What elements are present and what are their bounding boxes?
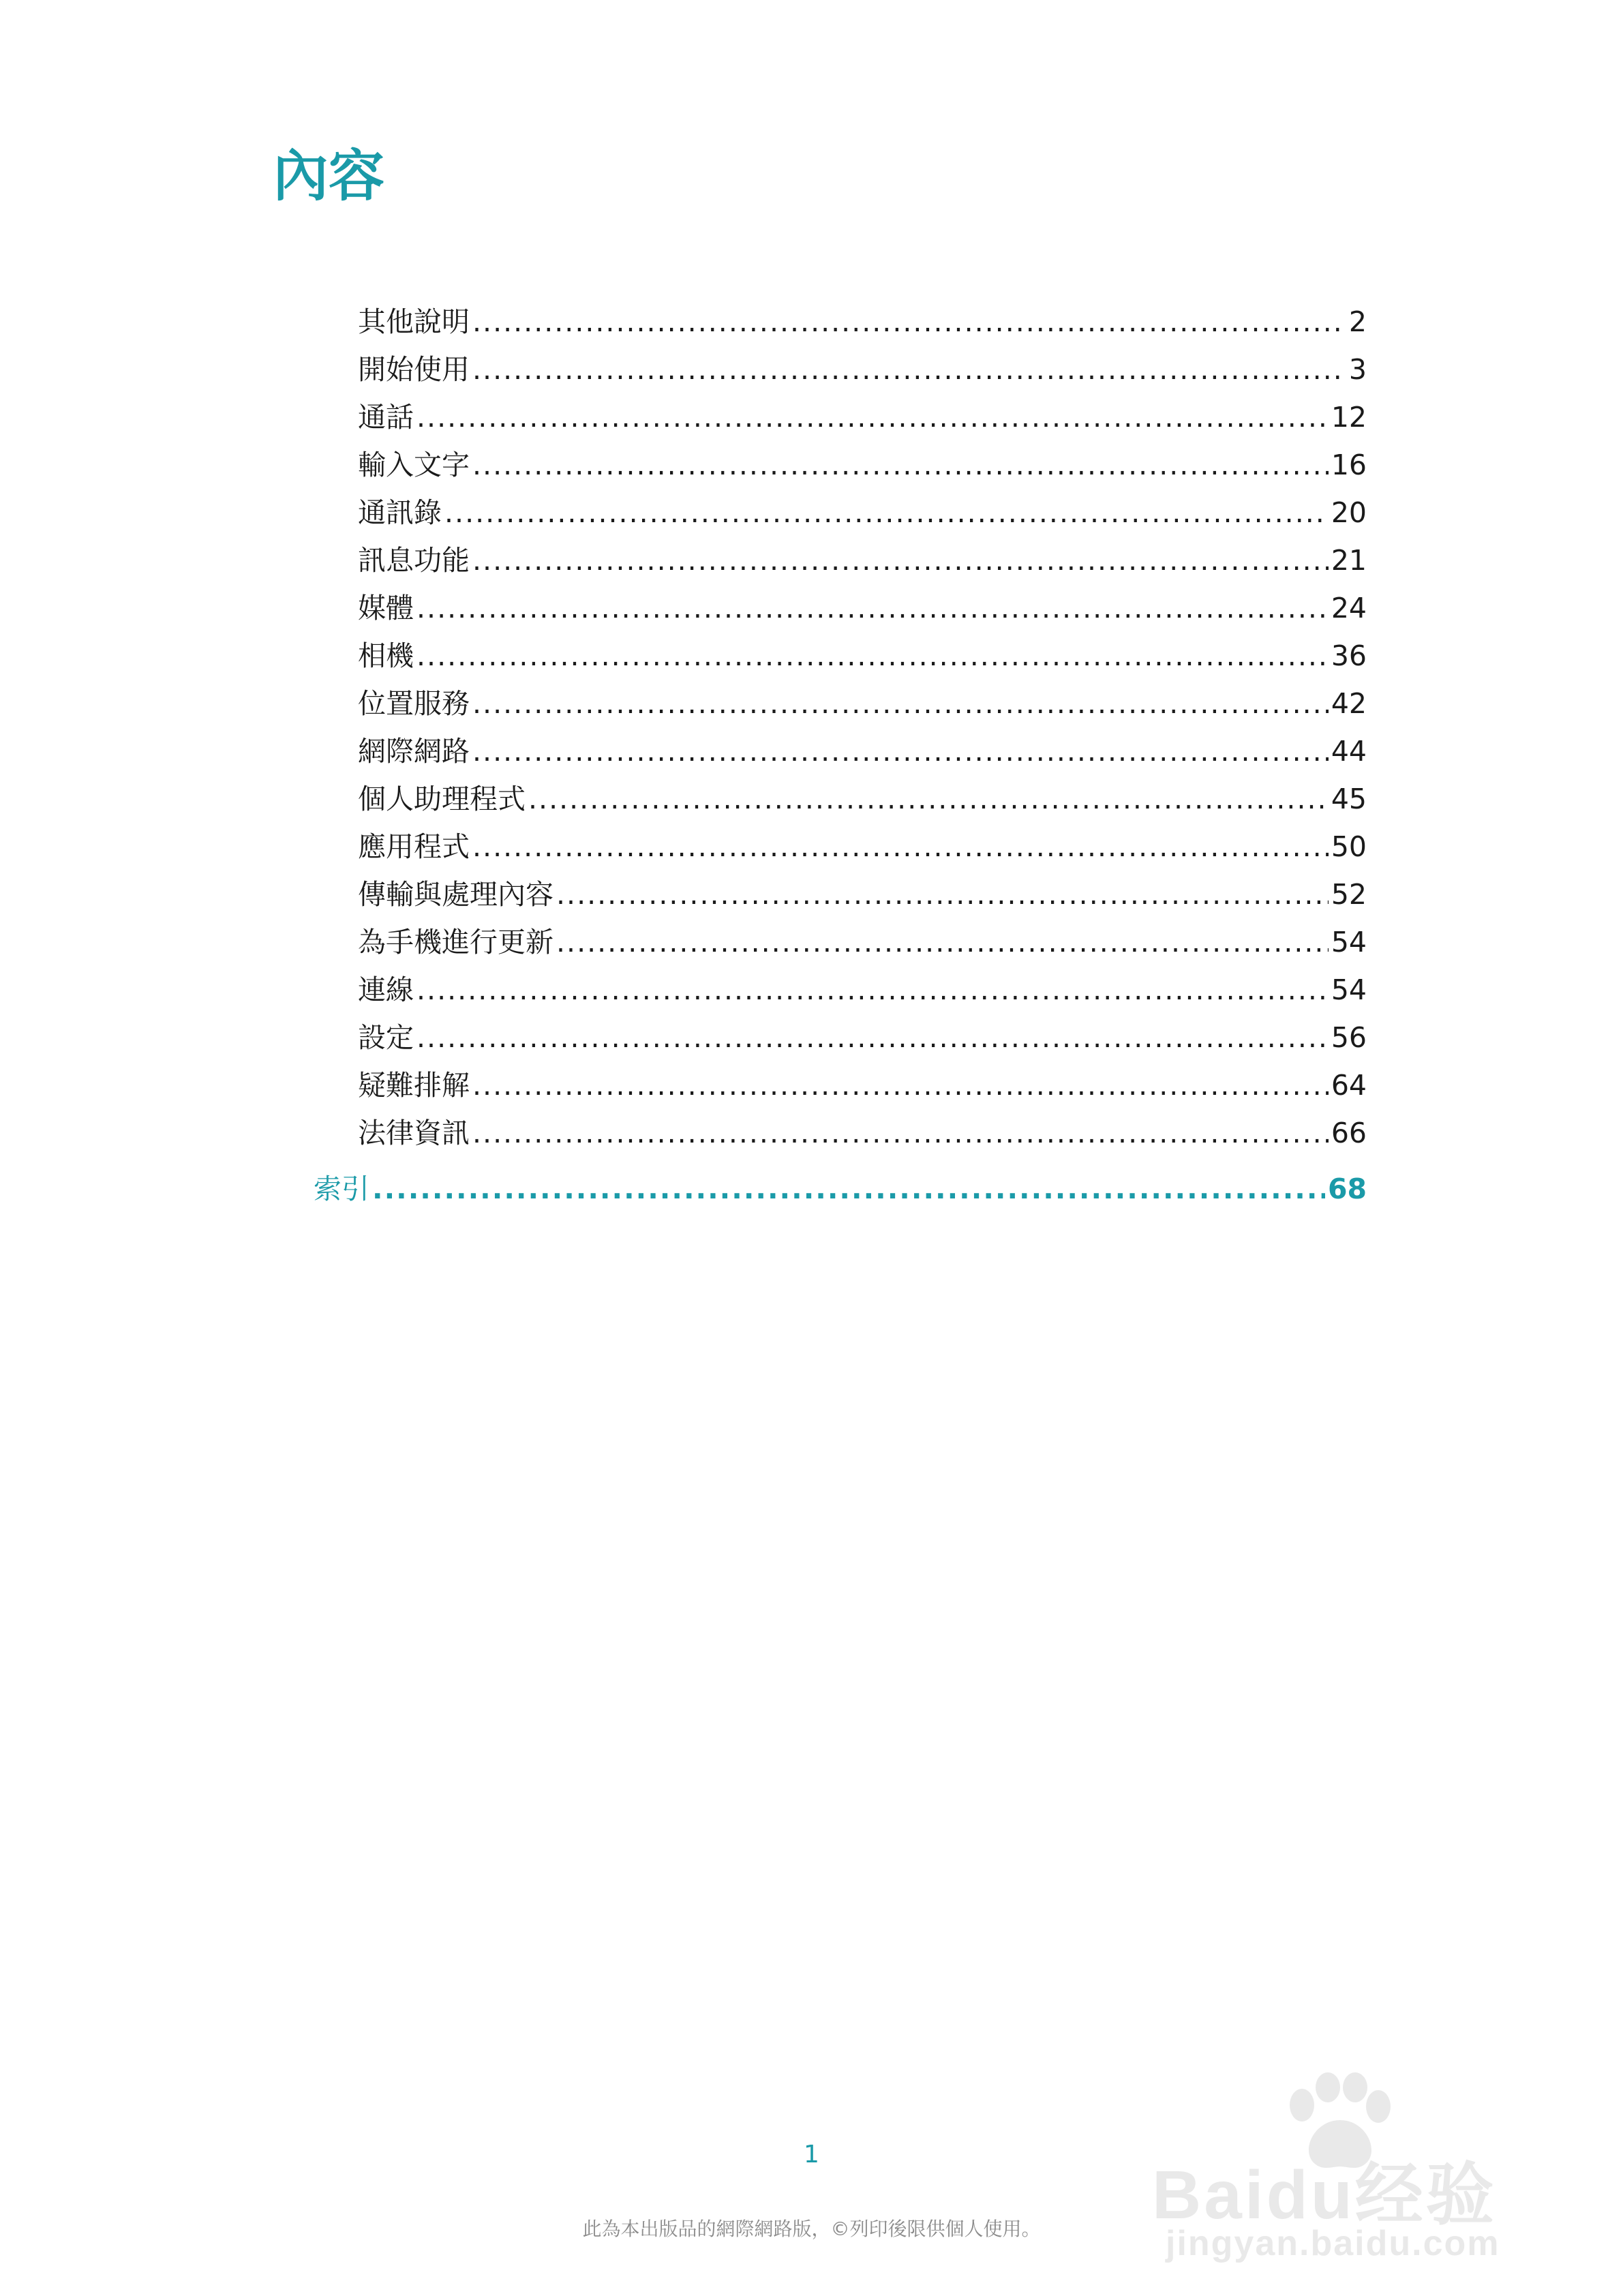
toc-entry-label: 法律資訊 (358, 1116, 470, 1149)
toc-entry[interactable] (314, 767, 1367, 815)
toc-dot-leader (472, 545, 1329, 576)
toc-entry[interactable] (314, 671, 1367, 719)
table-of-contents (314, 290, 1367, 1205)
toc-entry-label: 網際網路 (358, 734, 470, 768)
toc-entry[interactable] (314, 528, 1367, 576)
toc-entry-label: 個人助理程式 (358, 782, 526, 815)
toc-entry-label: 訊息功能 (358, 543, 470, 577)
page-number: 1 (804, 2141, 819, 2169)
toc-entry[interactable] (314, 576, 1367, 624)
toc-entry-label: 其他說明 (358, 305, 470, 338)
toc-entry-page: 36 (1331, 639, 1367, 672)
toc-entry-page: 54 (1331, 925, 1367, 958)
toc-entry-index[interactable] (314, 1154, 1367, 1205)
toc-entry-label: 通話 (358, 400, 414, 434)
toc-entry-page: 56 (1331, 1021, 1367, 1054)
toc-entry-page: 50 (1331, 830, 1367, 863)
toc-entry-page: 64 (1331, 1068, 1367, 1102)
toc-entry[interactable] (314, 433, 1367, 481)
toc-entry[interactable] (314, 1053, 1367, 1101)
toc-entry-page: 44 (1331, 734, 1367, 768)
toc-entry-label: 媒體 (358, 591, 414, 624)
toc-dot-leader (416, 593, 1329, 624)
toc-dot-leader (416, 641, 1329, 671)
watermark-domain: jingyan.baidu.com (1166, 2224, 1500, 2263)
toc-entry[interactable] (314, 815, 1367, 862)
toc-entry-label: 通訊錄 (358, 496, 442, 529)
toc-entry-label: 連線 (358, 973, 414, 1006)
toc-entry-page: 2 (1348, 305, 1367, 338)
toc-dot-leader (416, 402, 1329, 433)
toc-dot-leader (472, 450, 1329, 481)
toc-entry-label: 疑難排解 (358, 1068, 470, 1102)
toc-entry-page: 52 (1331, 877, 1367, 911)
toc-dot-leader (472, 354, 1346, 385)
toc-entry-page: 54 (1331, 973, 1367, 1006)
toc-entry-label: 索引 (314, 1172, 369, 1205)
toc-dot-leader (444, 498, 1329, 528)
toc-entry-page: 3 (1348, 352, 1367, 386)
toc-entry-page: 20 (1331, 496, 1367, 529)
toc-dot-leader (528, 784, 1329, 815)
toc-entry-label: 應用程式 (358, 830, 470, 863)
toc-entry-page: 24 (1331, 591, 1367, 624)
toc-dot-leader (472, 307, 1346, 337)
toc-dot-leader (556, 927, 1329, 958)
toc-entry-label: 為手機進行更新 (358, 925, 553, 958)
toc-entry-label: 開始使用 (358, 352, 470, 386)
toc-entry-label: 傳輸與處理內容 (358, 877, 553, 911)
toc-dot-leader (472, 736, 1329, 767)
toc-entry[interactable] (314, 1006, 1367, 1053)
toc-entry-page: 12 (1331, 400, 1367, 434)
toc-dot-leader (372, 1174, 1325, 1205)
baidu-jingyan-watermark (1152, 2072, 1534, 2263)
footer-copyright-note: 此為本出版品的網際網路版，©列印後限供個人使用。 (582, 2218, 1041, 2240)
toc-entry-label: 位置服務 (358, 686, 470, 720)
toc-entry-label: 輸入文字 (358, 448, 470, 481)
toc-dot-leader (556, 879, 1329, 910)
toc-entry[interactable] (314, 337, 1367, 385)
toc-entry-page: 66 (1331, 1116, 1367, 1149)
watermark-brand: Baidu经验 (1152, 2157, 1497, 2233)
page-title: 內容 (273, 144, 385, 209)
toc-dot-leader (472, 1070, 1329, 1101)
toc-entry[interactable] (314, 290, 1367, 337)
toc-entry[interactable] (314, 862, 1367, 910)
toc-dot-leader (472, 689, 1329, 719)
toc-entry-page: 45 (1331, 782, 1367, 815)
toc-dot-leader (416, 1023, 1329, 1053)
toc-entry[interactable] (314, 719, 1367, 767)
toc-dot-leader (472, 1118, 1329, 1149)
toc-entry[interactable] (314, 624, 1367, 671)
toc-entry[interactable] (314, 958, 1367, 1006)
toc-entry-page: 21 (1331, 543, 1367, 577)
toc-entry-label: 相機 (358, 639, 414, 672)
toc-entry-label: 設定 (358, 1021, 414, 1054)
toc-dot-leader (472, 832, 1329, 862)
toc-dot-leader (416, 975, 1329, 1006)
toc-entry[interactable] (314, 1101, 1367, 1149)
toc-entry[interactable] (314, 481, 1367, 528)
toc-entry-page: 16 (1331, 448, 1367, 481)
toc-entry[interactable] (314, 385, 1367, 433)
toc-entry-page: 42 (1331, 686, 1367, 720)
toc-entry-page: 68 (1327, 1172, 1367, 1205)
toc-entry[interactable] (314, 910, 1367, 958)
